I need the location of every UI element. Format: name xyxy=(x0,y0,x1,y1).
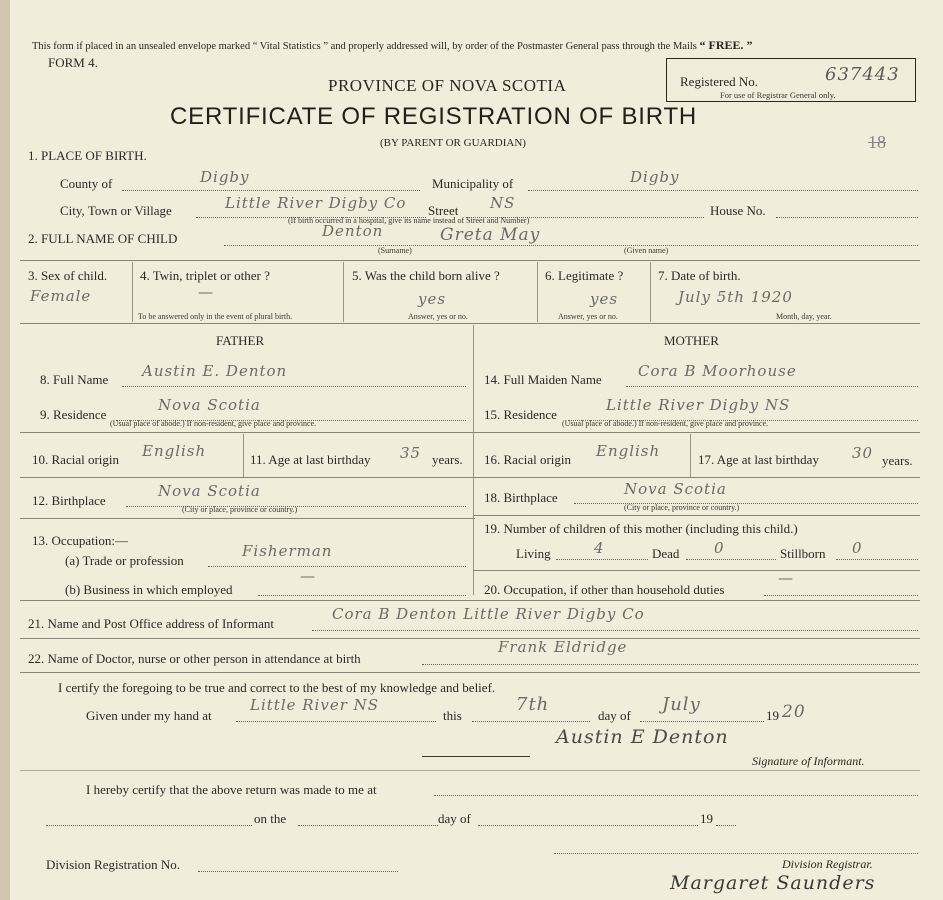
alive-value: yes xyxy=(418,290,447,308)
registered-label: Registered No. xyxy=(680,74,758,89)
return-month-line xyxy=(478,825,698,826)
mother-name-line xyxy=(626,386,918,387)
rule-mother-racial xyxy=(473,477,920,478)
given-value: Little River NS xyxy=(250,696,380,714)
child-given-value: Greta May xyxy=(440,225,541,245)
mother-name-value: Cora B Moorhouse xyxy=(638,362,797,380)
year-prefix: 19 xyxy=(766,708,779,723)
mother-age-value: 30 xyxy=(852,444,874,462)
rule-mother-children xyxy=(473,570,920,571)
mother-stillborn-label: Stillborn xyxy=(780,546,826,561)
father-trade-label: (a) Trade or profession xyxy=(65,553,184,568)
father-name-line xyxy=(122,386,466,387)
mother-birthplace-note: (City or place, province or country.) xyxy=(624,503,740,512)
hospital-note: (If birth occurred in a hospital, give its name instead of Street and Number) xyxy=(288,216,530,225)
dob-value: July 5th 1920 xyxy=(678,288,793,306)
father-age-label: 11. Age at last birthday xyxy=(250,452,371,467)
day-value: 7th xyxy=(516,694,550,715)
rule-parents-bottom xyxy=(20,600,920,601)
county-value: Digby xyxy=(200,168,250,186)
informant-signature: Austin E Denton xyxy=(556,726,729,748)
father-name-value: Austin E. Denton xyxy=(142,362,288,380)
mother-occupation-line xyxy=(764,595,918,596)
rule-father-res xyxy=(20,432,475,433)
legitimate-value: yes xyxy=(590,290,619,308)
this-label: this xyxy=(443,708,462,723)
divider-5-6 xyxy=(537,262,538,322)
return-year-line xyxy=(716,825,736,826)
mother-occupation-value: — xyxy=(778,569,794,587)
mother-occupation-label: 20. Occupation, if other than household duties xyxy=(484,582,725,597)
given-line xyxy=(236,721,436,722)
dob-label: 7. Date of birth. xyxy=(658,268,741,283)
municipality-line xyxy=(528,190,918,191)
father-birthplace-note: (City or place, province or country.) xyxy=(182,505,298,514)
municipality-value: Digby xyxy=(630,168,680,186)
twin-note: To be answered only in the event of plural birth. xyxy=(138,312,293,321)
informant-label: 21. Name and Post Office address of Informant xyxy=(28,616,274,631)
signature-caption: Signature of Informant. xyxy=(752,754,865,768)
divider-6-7 xyxy=(650,262,651,322)
free-label: “ FREE. ” xyxy=(699,38,753,52)
registrar-note: For use of Registrar General only. xyxy=(720,90,836,100)
father-age-divider xyxy=(243,434,244,477)
day-of-label: day of xyxy=(598,708,631,723)
house-label: House No. xyxy=(710,203,766,218)
mother-living-label: Living xyxy=(516,546,551,561)
father-business-line xyxy=(258,595,466,596)
mother-age-divider xyxy=(690,434,691,477)
mother-age-label: 17. Age at last birthday xyxy=(698,452,819,467)
father-residence-value: Nova Scotia xyxy=(158,396,261,414)
twin-value: — xyxy=(198,283,214,301)
divider-3-4 xyxy=(132,262,133,322)
mother-name-label: 14. Full Maiden Name xyxy=(484,372,602,387)
return-statement: I hereby certify that the above return was made to me at xyxy=(86,782,377,797)
county-line xyxy=(122,190,420,191)
form-number: FORM 4. xyxy=(48,55,98,70)
twin-label: 4. Twin, triplet or other ? xyxy=(140,268,270,283)
month-value: July xyxy=(662,694,701,715)
street-label: Street xyxy=(428,203,459,218)
mother-racial-label: 16. Racial origin xyxy=(484,452,572,467)
given-label: Given under my hand at xyxy=(86,708,212,723)
father-heading: FATHER xyxy=(216,333,265,348)
informant-line xyxy=(312,630,918,631)
father-years: years. xyxy=(432,452,463,467)
sex-label: 3. Sex of child. xyxy=(28,268,108,283)
father-residence-label: 9. Residence xyxy=(40,407,107,422)
rule-top xyxy=(20,260,920,261)
registrar-signature-line-top xyxy=(554,853,918,854)
rule-mother-birthplace xyxy=(473,515,920,516)
father-birthplace-value: Nova Scotia xyxy=(158,482,261,500)
divider-4-5 xyxy=(343,262,344,322)
signature-line-left xyxy=(422,756,530,757)
informant-value: Cora B Denton Little River Digby Co xyxy=(332,605,645,623)
rule-father-racial xyxy=(20,477,475,478)
legitimate-label: 6. Legitimate ? xyxy=(545,268,624,283)
legitimate-note: Answer, yes or no. xyxy=(558,312,618,321)
rule-row3 xyxy=(20,323,920,324)
doctor-label: 22. Name of Doctor, nurse or other person in attendance at birth xyxy=(28,651,361,666)
return-day-line xyxy=(298,825,438,826)
mother-children-label: 19. Number of children of this mother (including this child.) xyxy=(484,521,798,536)
father-business-label: (b) Business in which employed xyxy=(65,582,233,597)
rule-mother-res xyxy=(473,432,920,433)
mother-residence-label: 15. Residence xyxy=(484,407,557,422)
given-caption: (Given name) xyxy=(624,246,669,255)
page-subtitle: (BY PARENT OR GUARDIAN) xyxy=(380,137,526,149)
mother-racial-value: English xyxy=(596,442,661,460)
father-age-value: 35 xyxy=(400,444,422,462)
registrar-signature: Margaret Saunders xyxy=(670,872,876,894)
child-name-label: 2. FULL NAME OF CHILD xyxy=(28,231,178,246)
sex-value: Female xyxy=(30,287,92,305)
mother-stillborn-line xyxy=(836,559,918,560)
mother-heading: MOTHER xyxy=(664,333,719,348)
mother-birthplace-value: Nova Scotia xyxy=(624,480,727,498)
page-title: CERTIFICATE OF REGISTRATION OF BIRTH xyxy=(170,103,698,130)
day-line xyxy=(472,721,590,722)
registrar-caption: Division Registrar. xyxy=(782,857,873,871)
mother-dead-line xyxy=(686,559,776,560)
street-value: NS xyxy=(490,194,516,212)
return-year-prefix: 19 xyxy=(700,811,713,826)
corner-mark: 18 xyxy=(868,132,886,152)
father-birthplace-label: 12. Birthplace xyxy=(32,493,106,508)
father-residence-note: (Usual place of abode.) If non-resident, give place and province. xyxy=(110,419,317,428)
mother-residence-value: Little River Digby NS xyxy=(606,396,791,414)
doctor-line xyxy=(422,664,918,665)
mother-years: years. xyxy=(882,453,913,468)
father-trade-line xyxy=(208,566,466,567)
mother-dead-label: Dead xyxy=(652,546,680,561)
alive-label: 5. Was the child born alive ? xyxy=(352,268,500,283)
father-trade-value: Fisherman xyxy=(242,542,333,560)
municipality-label: Municipality of xyxy=(432,176,514,191)
child-name-line xyxy=(224,245,918,246)
child-surname-value: Denton xyxy=(322,222,384,240)
father-racial-value: English xyxy=(142,442,207,460)
mother-dead-value: 0 xyxy=(714,539,725,557)
registered-value: 637443 xyxy=(825,64,900,85)
mother-living-value: 4 xyxy=(594,539,605,557)
city-label: City, Town or Village xyxy=(60,203,172,218)
mother-birthplace-label: 18. Birthplace xyxy=(484,490,558,505)
mother-living-line xyxy=(556,559,648,560)
month-line xyxy=(640,721,764,722)
rule-father-birthplace xyxy=(20,518,475,519)
mother-residence-note: (Usual place of abode.) If non-resident, give place and province. xyxy=(562,419,769,428)
return-day-of: day of xyxy=(438,811,471,826)
place-of-birth-section: 1. PLACE OF BIRTH. xyxy=(28,148,147,163)
return-place-line xyxy=(434,795,918,796)
division-registration-label: Division Registration No. xyxy=(46,857,180,872)
rule-informant xyxy=(20,638,920,639)
mother-stillborn-value: 0 xyxy=(852,539,863,557)
return-on-the: on the xyxy=(254,811,287,826)
mail-notice: This form if placed in an unsealed envelope marked “ Vital Statistics ” and properly addressed will, by order of the Postmaster General pass through the Mails “ FREE. ” xyxy=(32,38,753,52)
return-left-line xyxy=(46,825,252,826)
rule-certification xyxy=(20,770,920,771)
parent-divider xyxy=(473,325,474,595)
father-business-value: — xyxy=(300,567,316,585)
division-registration-line xyxy=(198,871,398,872)
dob-note: Month, day, year. xyxy=(776,312,832,321)
certify-statement: I certify the foregoing to be true and correct to the best of my knowledge and belief. xyxy=(58,680,496,695)
year-value: 20 xyxy=(782,702,806,722)
house-line xyxy=(776,217,918,218)
province-title: PROVINCE OF NOVA SCOTIA xyxy=(328,76,567,95)
alive-note: Answer, yes or no. xyxy=(408,312,468,321)
doctor-value: Frank Eldridge xyxy=(498,638,628,656)
father-name-label: 8. Full Name xyxy=(40,372,109,387)
city-value: Little River Digby Co xyxy=(225,194,407,212)
father-racial-label: 10. Racial origin xyxy=(32,452,120,467)
surname-caption: (Surname) xyxy=(378,246,412,255)
county-label: County of xyxy=(60,176,113,191)
father-occupation-label: 13. Occupation:— xyxy=(32,533,129,548)
rule-doctor xyxy=(20,672,920,673)
